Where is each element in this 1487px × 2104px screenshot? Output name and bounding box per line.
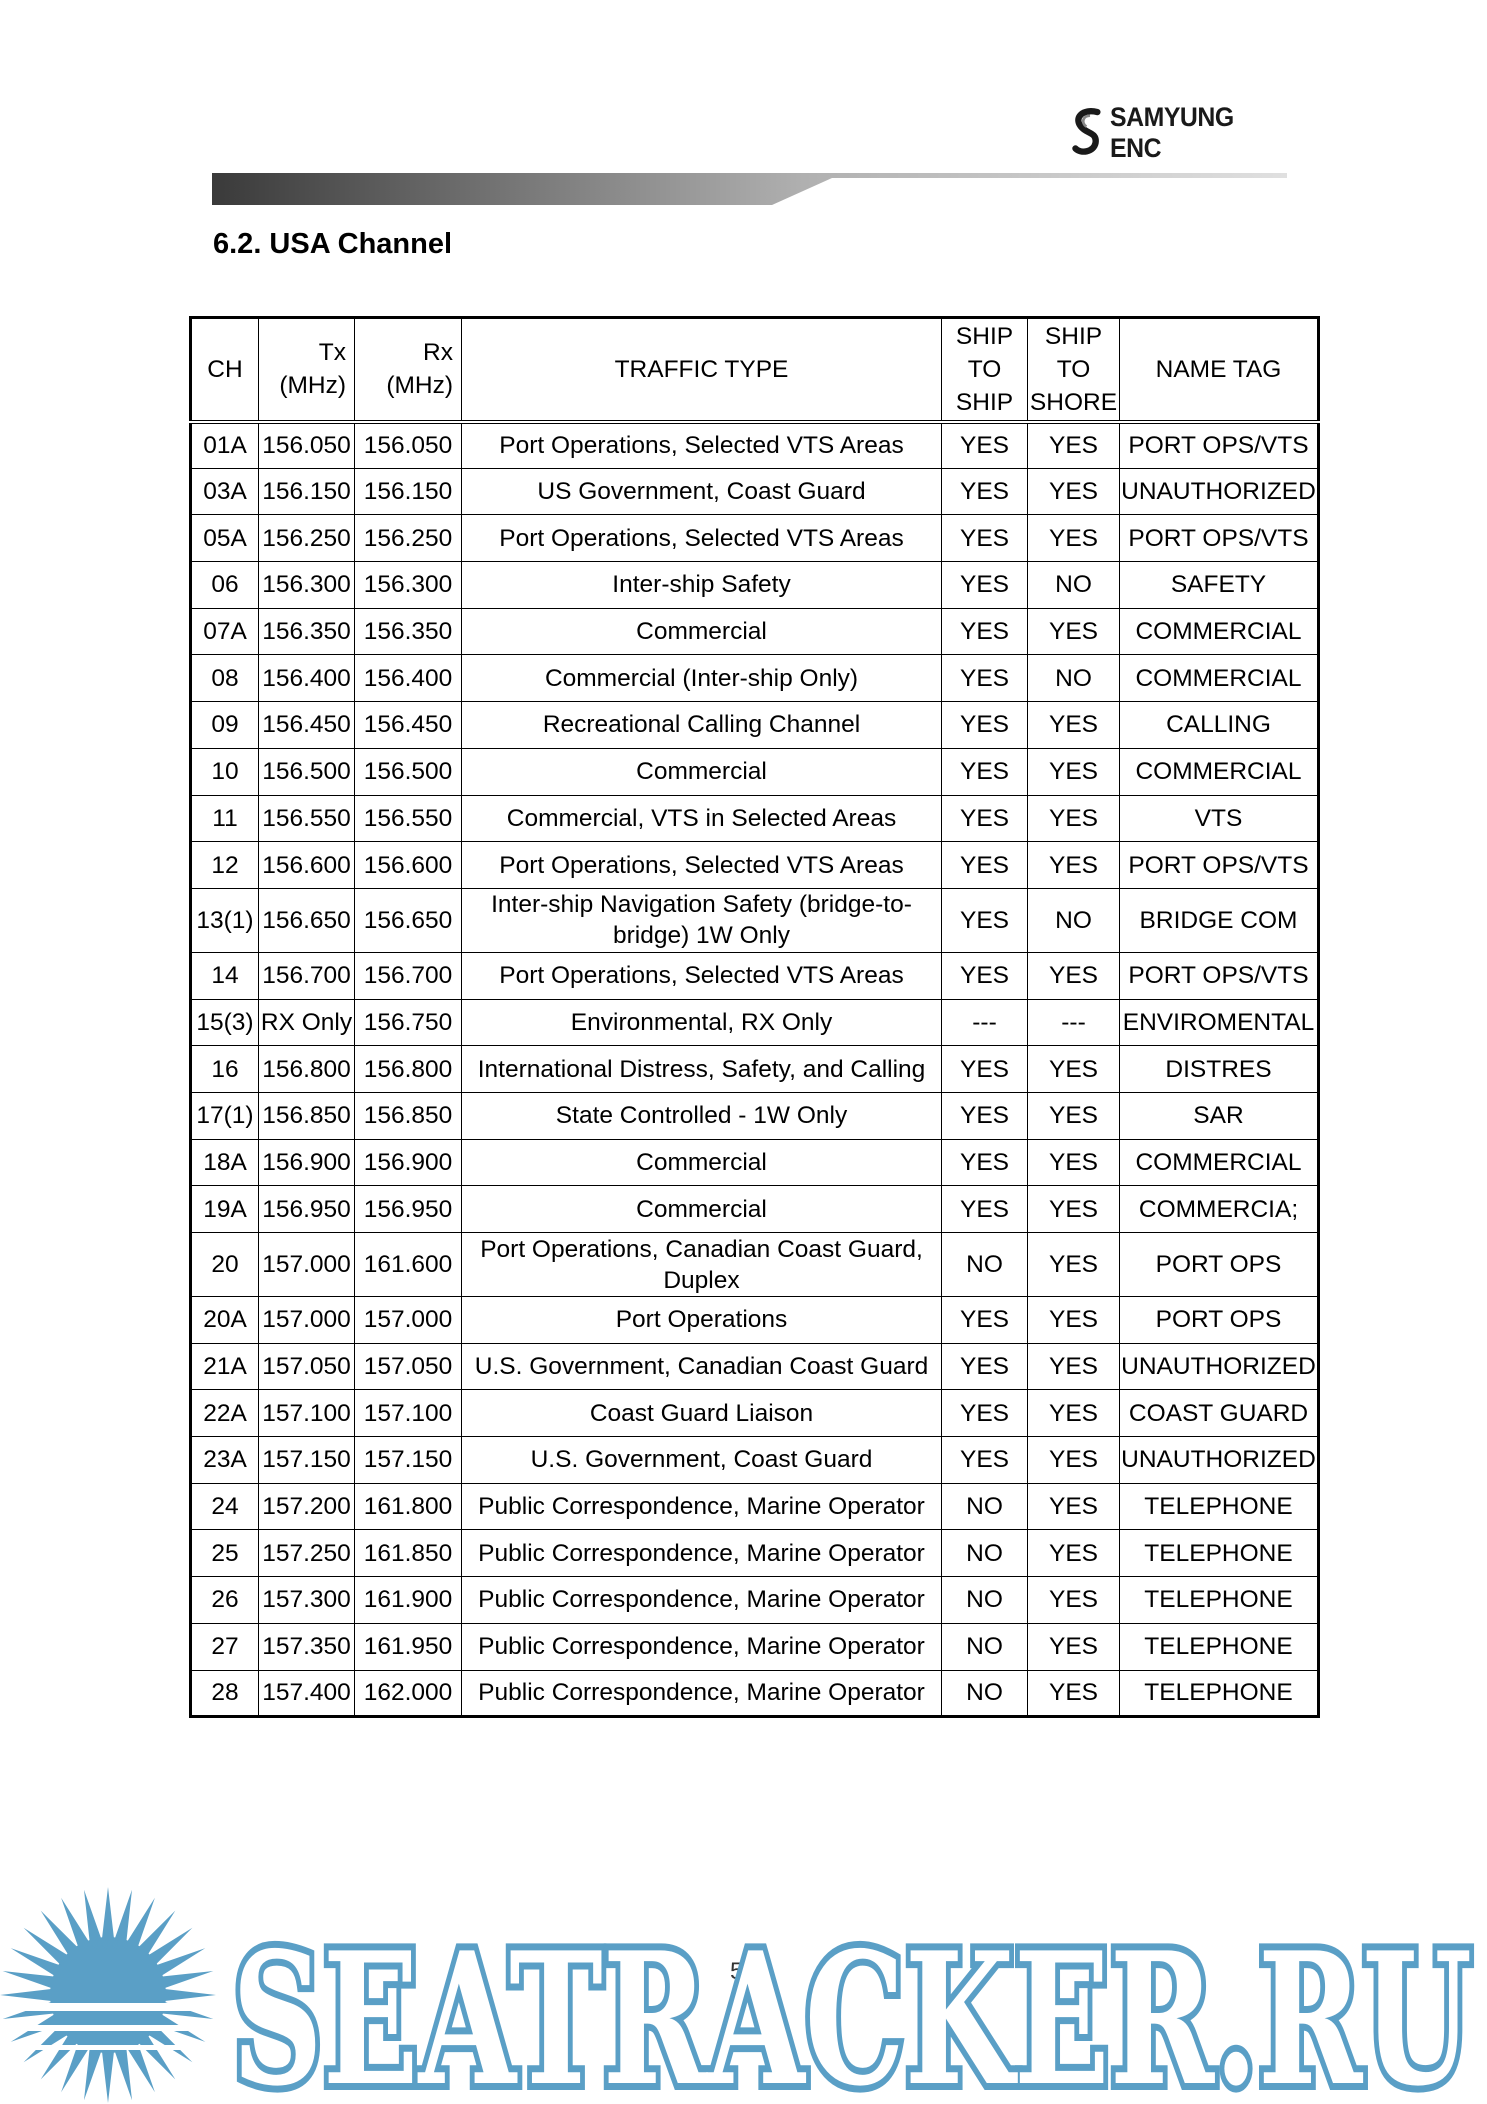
cell-tx: 156.350 [259,608,355,655]
cell-tx: 156.550 [259,795,355,842]
cell-ship-to-ship: YES [942,468,1028,515]
cell-rx: 156.400 [355,655,462,702]
cell-traffic-type: Public Correspondence, Marine Operator [462,1623,942,1670]
cell-tx: 157.150 [259,1437,355,1484]
cell-traffic-type: Inter-ship Navigation Safety (bridge-to-bridge) 1W Only [462,888,942,952]
cell-rx: 156.600 [355,842,462,889]
cell-ship-to-ship: NO [942,1623,1028,1670]
cell-traffic-type: Port Operations, Selected VTS Areas [462,422,942,469]
cell-ship-to-ship: YES [942,888,1028,952]
cell-ch: 22A [191,1390,259,1437]
cell-tx: 157.200 [259,1483,355,1530]
table-header-row [191,318,1319,422]
cell-rx: 157.100 [355,1390,462,1437]
cell-traffic-type: Port Operations, Selected VTS Areas [462,952,942,999]
cell-ship-to-ship: NO [942,1577,1028,1624]
cell-traffic-type: Commercial [462,1186,942,1233]
cell-tx: 157.250 [259,1530,355,1577]
cell-traffic-type: Environmental, RX Only [462,999,942,1046]
cell-name-tag: VTS [1120,795,1319,842]
table-row [191,1577,1319,1624]
cell-ship-to-shore: YES [1028,1297,1120,1344]
cell-ship-to-shore: YES [1028,1046,1120,1093]
cell-ship-to-shore: YES [1028,795,1120,842]
cell-ship-to-ship: YES [942,655,1028,702]
cell-ship-to-ship: YES [942,1343,1028,1390]
table-row [191,468,1319,515]
table-row [191,1092,1319,1139]
table-row [191,608,1319,655]
cell-ship-to-shore: NO [1028,888,1120,952]
page-number: 57 [730,1958,757,1985]
cell-name-tag: COAST GUARD [1120,1390,1319,1437]
cell-ch: 18A [191,1139,259,1186]
cell-ch: 19A [191,1186,259,1233]
cell-rx: 162.000 [355,1670,462,1717]
column-header-ch: CH [191,318,259,422]
cell-ch: 13(1) [191,888,259,952]
cell-tx: 156.600 [259,842,355,889]
table-row [191,1233,1319,1297]
cell-rx: 161.950 [355,1623,462,1670]
table-row [191,795,1319,842]
cell-ship-to-ship: NO [942,1483,1028,1530]
table-row [191,842,1319,889]
cell-ship-to-shore: YES [1028,1390,1120,1437]
cell-name-tag: DISTRES [1120,1046,1319,1093]
cell-traffic-type: Port Operations, Selected VTS Areas [462,842,942,889]
cell-ship-to-ship: YES [942,1297,1028,1344]
cell-ch: 17(1) [191,1092,259,1139]
cell-tx: 156.800 [259,1046,355,1093]
cell-ship-to-ship: YES [942,1092,1028,1139]
table-row [191,702,1319,749]
cell-ship-to-ship: YES [942,795,1028,842]
cell-ship-to-ship: NO [942,1233,1028,1297]
cell-ship-to-ship: YES [942,842,1028,889]
cell-traffic-type: Recreational Calling Channel [462,702,942,749]
cell-traffic-type: Commercial [462,748,942,795]
cell-ch: 21A [191,1343,259,1390]
cell-tx: 156.950 [259,1186,355,1233]
section-title: 6.2. USA Channel [213,228,453,260]
cell-ship-to-shore: YES [1028,1670,1120,1717]
cell-name-tag: PORT OPS/VTS [1120,952,1319,999]
cell-rx: 161.800 [355,1483,462,1530]
cell-ship-to-shore: YES [1028,1530,1120,1577]
samyung-logo-icon [1070,104,1106,162]
cell-name-tag: BRIDGE COM [1120,888,1319,952]
cell-ship-to-shore: YES [1028,748,1120,795]
cell-ch: 15(3) [191,999,259,1046]
column-header-traffic-type: TRAFFIC TYPE [462,318,942,422]
cell-traffic-type: Commercial (Inter-ship Only) [462,655,942,702]
table-row [191,1530,1319,1577]
cell-ch: 16 [191,1046,259,1093]
cell-tx: 156.500 [259,748,355,795]
cell-name-tag: UNAUTHORIZED [1120,468,1319,515]
cell-rx: 156.650 [355,888,462,952]
cell-tx: 157.400 [259,1670,355,1717]
cell-ship-to-ship: YES [942,1437,1028,1484]
cell-rx: 156.050 [355,422,462,469]
cell-rx: 156.450 [355,702,462,749]
table-row [191,1483,1319,1530]
cell-tx: 156.050 [259,422,355,469]
cell-rx: 157.150 [355,1437,462,1484]
cell-name-tag: COMMERCIA; [1120,1186,1319,1233]
cell-ch: 09 [191,702,259,749]
header-gradient-bar [212,170,1287,205]
cell-rx: 161.850 [355,1530,462,1577]
cell-ship-to-shore: YES [1028,468,1120,515]
cell-traffic-type: U.S. Government, Canadian Coast Guard [462,1343,942,1390]
cell-name-tag: COMMERCIAL [1120,655,1319,702]
cell-ship-to-ship: YES [942,702,1028,749]
cell-ship-to-ship: YES [942,748,1028,795]
table-row [191,1343,1319,1390]
watermark-text: SEATRACKER.RU [232,1912,1472,2104]
cell-tx: 156.900 [259,1139,355,1186]
cell-ship-to-ship: NO [942,1670,1028,1717]
sun-icon [0,1887,216,2103]
watermark [0,1885,1487,2104]
cell-traffic-type: Commercial, VTS in Selected Areas [462,795,942,842]
cell-ship-to-shore: YES [1028,952,1120,999]
cell-ch: 25 [191,1530,259,1577]
cell-traffic-type: Port Operations, Canadian Coast Guard, Duplex [462,1233,942,1297]
cell-tx: 157.300 [259,1577,355,1624]
cell-rx: 156.750 [355,999,462,1046]
cell-ship-to-shore: YES [1028,1483,1120,1530]
cell-ch: 06 [191,562,259,609]
cell-tx: 156.300 [259,562,355,609]
table-row [191,748,1319,795]
cell-ship-to-ship: YES [942,1186,1028,1233]
cell-ch: 20 [191,1233,259,1297]
cell-ch: 27 [191,1623,259,1670]
cell-name-tag: SAR [1120,1092,1319,1139]
cell-ship-to-shore: YES [1028,1577,1120,1624]
cell-tx: 157.000 [259,1297,355,1344]
cell-name-tag: TELEPHONE [1120,1577,1319,1624]
table-row [191,999,1319,1046]
cell-traffic-type: Commercial [462,608,942,655]
cell-rx: 156.350 [355,608,462,655]
cell-ship-to-ship: YES [942,422,1028,469]
table-row [191,1390,1319,1437]
cell-ch: 08 [191,655,259,702]
cell-rx: 156.300 [355,562,462,609]
cell-ship-to-ship: --- [942,999,1028,1046]
cell-name-tag: PORT OPS/VTS [1120,842,1319,889]
cell-ch: 23A [191,1437,259,1484]
cell-rx: 156.850 [355,1092,462,1139]
cell-name-tag: COMMERCIAL [1120,608,1319,655]
table-row [191,1437,1319,1484]
table-row [191,1670,1319,1717]
cell-ship-to-ship: YES [942,1046,1028,1093]
cell-ship-to-ship: YES [942,562,1028,609]
cell-ship-to-shore: YES [1028,608,1120,655]
table-row [191,1139,1319,1186]
cell-rx: 156.950 [355,1186,462,1233]
cell-ch: 20A [191,1297,259,1344]
table-row [191,1186,1319,1233]
cell-ship-to-shore: YES [1028,1186,1120,1233]
cell-ship-to-ship: YES [942,515,1028,562]
cell-traffic-type: Commercial [462,1139,942,1186]
cell-rx: 161.600 [355,1233,462,1297]
table-row [191,952,1319,999]
cell-ship-to-shore: YES [1028,1437,1120,1484]
table-row [191,1046,1319,1093]
cell-ship-to-shore: YES [1028,422,1120,469]
cell-tx: 156.400 [259,655,355,702]
cell-ship-to-shore: YES [1028,1092,1120,1139]
cell-ship-to-shore: NO [1028,562,1120,609]
cell-rx: 157.050 [355,1343,462,1390]
cell-name-tag: TELEPHONE [1120,1483,1319,1530]
cell-tx: 157.100 [259,1390,355,1437]
cell-ship-to-shore: YES [1028,1139,1120,1186]
cell-traffic-type: State Controlled - 1W Only [462,1092,942,1139]
cell-ship-to-ship: NO [942,1530,1028,1577]
cell-ch: 05A [191,515,259,562]
cell-tx: 157.000 [259,1233,355,1297]
cell-rx: 156.550 [355,795,462,842]
table-row [191,888,1319,952]
cell-ship-to-shore: YES [1028,515,1120,562]
cell-ship-to-ship: YES [942,952,1028,999]
cell-name-tag: TELEPHONE [1120,1530,1319,1577]
column-header-ship-to-shore: SHIP TO SHORE [1028,318,1120,422]
cell-rx: 156.800 [355,1046,462,1093]
column-header-name-tag: NAME TAG [1120,318,1319,422]
cell-ship-to-ship: YES [942,608,1028,655]
cell-ch: 11 [191,795,259,842]
cell-traffic-type: Public Correspondence, Marine Operator [462,1530,942,1577]
cell-ch: 10 [191,748,259,795]
cell-name-tag: PORT OPS [1120,1233,1319,1297]
cell-traffic-type: Public Correspondence, Marine Operator [462,1577,942,1624]
column-header-ship-to-ship: SHIP TO SHIP [942,318,1028,422]
table-body [191,422,1319,1717]
cell-traffic-type: Public Correspondence, Marine Operator [462,1483,942,1530]
cell-rx: 156.700 [355,952,462,999]
brand-logo [1070,104,1290,162]
cell-name-tag: PORT OPS/VTS [1120,515,1319,562]
cell-name-tag: ENVIROMENTAL [1120,999,1319,1046]
brand-name: SAMYUNG ENC [1110,102,1235,163]
cell-ship-to-ship: YES [942,1390,1028,1437]
cell-rx: 156.250 [355,515,462,562]
cell-tx: RX Only [259,999,355,1046]
cell-name-tag: TELEPHONE [1120,1623,1319,1670]
cell-rx: 156.150 [355,468,462,515]
cell-rx: 157.000 [355,1297,462,1344]
cell-rx: 156.500 [355,748,462,795]
cell-name-tag: TELEPHONE [1120,1670,1319,1717]
cell-tx: 156.450 [259,702,355,749]
cell-ship-to-shore: YES [1028,1343,1120,1390]
cell-ch: 12 [191,842,259,889]
cell-ch: 07A [191,608,259,655]
cell-tx: 157.050 [259,1343,355,1390]
cell-ship-to-shore: --- [1028,999,1120,1046]
table-row [191,562,1319,609]
cell-ship-to-shore: YES [1028,1233,1120,1297]
cell-ship-to-shore: NO [1028,655,1120,702]
table-row [191,1297,1319,1344]
cell-rx: 161.900 [355,1577,462,1624]
cell-name-tag: UNAUTHORIZED [1120,1343,1319,1390]
cell-traffic-type: International Distress, Safety, and Calling [462,1046,942,1093]
table-row [191,1623,1319,1670]
cell-rx: 156.900 [355,1139,462,1186]
cell-traffic-type: Public Correspondence, Marine Operator [462,1670,942,1717]
cell-ship-to-ship: YES [942,1139,1028,1186]
cell-ch: 14 [191,952,259,999]
cell-traffic-type: US Government, Coast Guard [462,468,942,515]
cell-name-tag: COMMERCIAL [1120,1139,1319,1186]
cell-traffic-type: U.S. Government, Coast Guard [462,1437,942,1484]
usa-channel-table [189,316,1320,1718]
cell-tx: 156.250 [259,515,355,562]
cell-name-tag: PORT OPS/VTS [1120,422,1319,469]
cell-traffic-type: Port Operations, Selected VTS Areas [462,515,942,562]
cell-ch: 28 [191,1670,259,1717]
cell-ch: 01A [191,422,259,469]
table-row [191,515,1319,562]
cell-ship-to-shore: YES [1028,702,1120,749]
cell-name-tag: COMMERCIAL [1120,748,1319,795]
cell-name-tag: PORT OPS [1120,1297,1319,1344]
cell-ch: 24 [191,1483,259,1530]
cell-tx: 156.650 [259,888,355,952]
cell-traffic-type: Inter-ship Safety [462,562,942,609]
table-row [191,655,1319,702]
cell-name-tag: UNAUTHORIZED [1120,1437,1319,1484]
cell-ship-to-shore: YES [1028,842,1120,889]
cell-ch: 26 [191,1577,259,1624]
column-header-tx: Tx (MHz) [259,318,355,422]
column-header-rx: Rx (MHz) [355,318,462,422]
cell-tx: 156.700 [259,952,355,999]
cell-name-tag: CALLING [1120,702,1319,749]
cell-traffic-type: Port Operations [462,1297,942,1344]
cell-name-tag: SAFETY [1120,562,1319,609]
cell-ship-to-shore: YES [1028,1623,1120,1670]
cell-tx: 156.850 [259,1092,355,1139]
cell-tx: 157.350 [259,1623,355,1670]
cell-traffic-type: Coast Guard Liaison [462,1390,942,1437]
cell-tx: 156.150 [259,468,355,515]
table-row [191,422,1319,469]
cell-ch: 03A [191,468,259,515]
